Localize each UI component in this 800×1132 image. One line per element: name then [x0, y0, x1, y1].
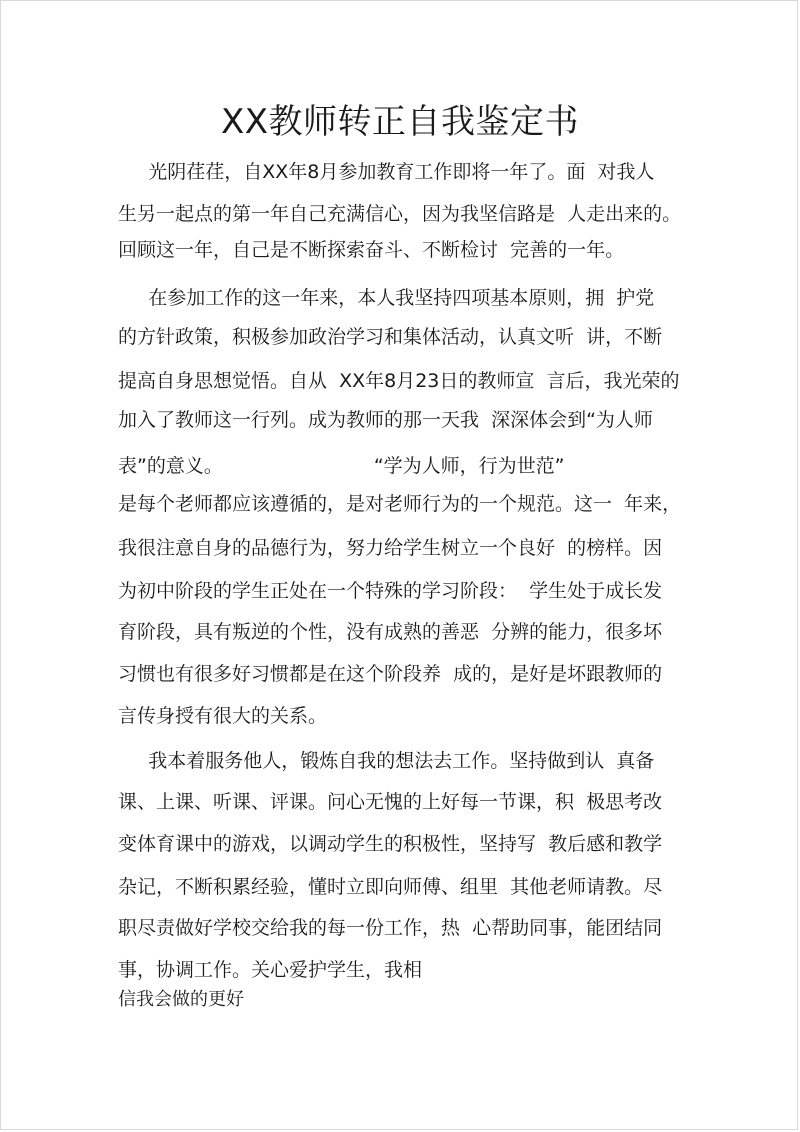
text-line: 生另一起点的第一年自己充满信心，因为我坚信路是 人走出来的。 — [118, 203, 682, 225]
text-line: 杂记，不断积累经验，懂时立即向师傅、组里 其他老师请教。尽 — [118, 876, 663, 898]
text-line: 育阶段，具有叛逆的个性，没有成熟的善恶 分辨的能力，很多坏 — [118, 621, 663, 643]
text-line: 信我会做的更好 — [118, 989, 244, 1010]
text-line: 习惯也有很多好习惯都是在这个阶段养 成的，是好是坏跟教师的 — [118, 663, 663, 685]
text-line: 表”的意义。 “学为人师，行为世范” — [118, 455, 565, 477]
text-line: 的方针政策，积极参加政治学习和集体活动，认真文听 讲，不断 — [118, 326, 663, 348]
text-line: 提高自身思想觉悟。自从 XX年8月23日的教师宣 言后，我光荣的 — [118, 370, 680, 392]
text-line: 职尽责做好学校交给我的每一份工作，热 心帮助同事，能团结同 — [118, 917, 663, 939]
text-line: 言传身授有很大的关系。 — [118, 705, 328, 727]
text-line: 光阴荏荏，自XX年8月参加教育工作即将一年了。面 对我人 — [118, 161, 655, 183]
text-line: 变体育课中的游戏，以调动学生的积极性，坚持写 教后感和教学 — [118, 833, 663, 855]
text-line: 事，协调工作。关心爱护学生，我相 — [118, 959, 423, 981]
text-line: 加入了教师这一行列。成为教师的那一天我 深深体会到“为人师 — [118, 409, 653, 431]
text-line: 为初中阶段的学生正处在一个特殊的学习阶段： 学生处于成长发 — [118, 580, 663, 602]
document-title: XX教师转正自我鉴定书 — [220, 102, 580, 142]
text-line: 我很注意自身的品德行为，努力给学生树立一个良好 的榜样。因 — [118, 537, 663, 559]
text-line: 我本着服务他人，锻炼自我的想法去工作。坚持做到认 真备 — [118, 750, 655, 772]
text-line: 课、上课、听课、评课。问心无愧的上好每一节课，积 极思考改 — [118, 791, 663, 813]
text-line: 是每个老师都应该遵循的，是对老师行为的一个规范。这一 年来， — [118, 493, 682, 515]
text-line: 回顾这一年，自己是不断探索奋斗、不断检讨 完善的一年。 — [118, 239, 625, 261]
text-line: 在参加工作的这一年来，本人我坚持四项基本原则，拥 护党 — [118, 287, 655, 309]
